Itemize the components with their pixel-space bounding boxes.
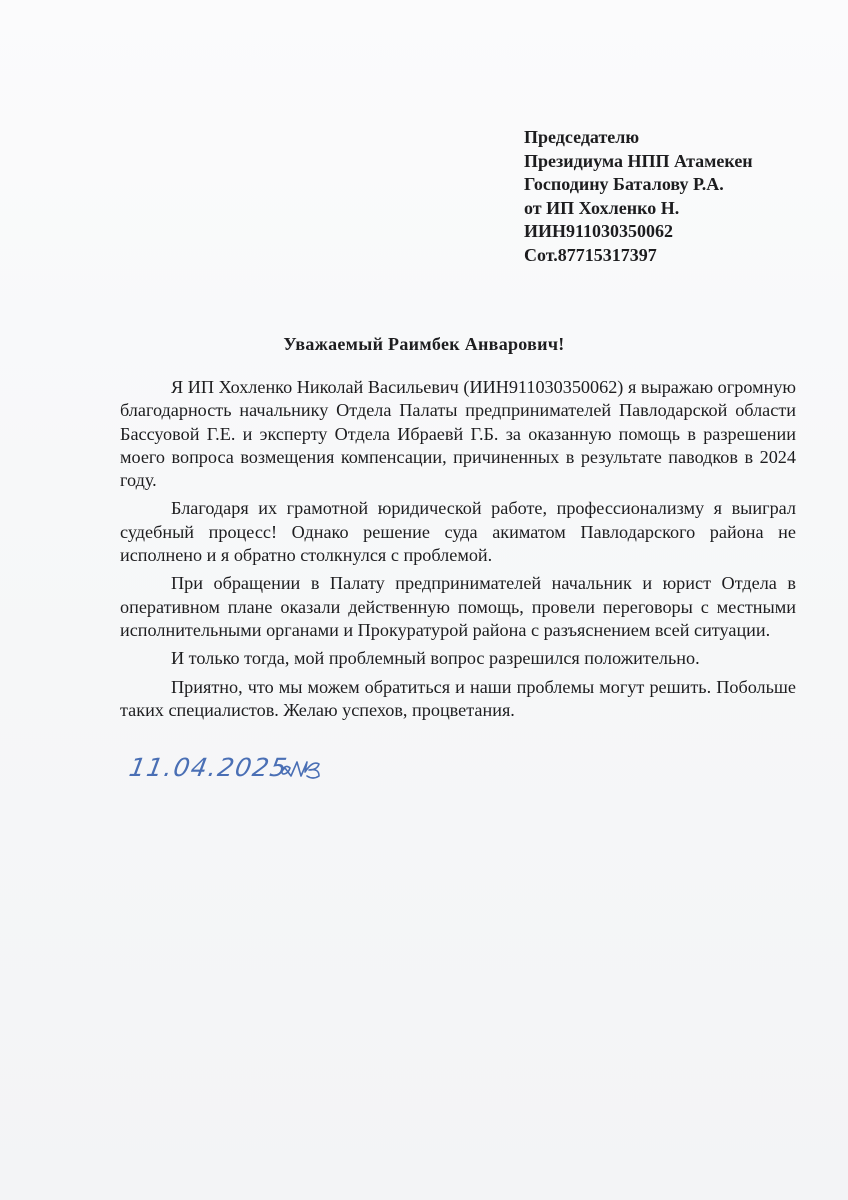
letter-body xyxy=(120,376,796,727)
addressee-line: Президиума НПП Атамекен xyxy=(524,150,753,171)
addressee-line: Сот.87715317397 xyxy=(524,244,657,265)
body-paragraph: Благодаря их грамотной юридической работе, профессионализму я выиграл судебный процесс! Однако решение суда акиматом Павлодарского района не исполнено и я обратно столкнулся с проблемой. xyxy=(120,498,796,566)
addressee-line: ИИН911030350062 xyxy=(524,221,674,241)
handwritten-date-signature xyxy=(120,742,360,790)
body-paragraph: Я ИП Хохленко Николай Васильевич (ИИН911030350062) я выражаю огромную благодарность начальнику Отдела Палаты предпринимателей Павлодарской области Бассуовой Г.Е. и эксперту Отдела Ибраевй Г.Б. за оказанную помощь в разрешении моего вопроса возмещения компенсации, причиненных в результате паводков в 2024 году. xyxy=(120,377,796,491)
handwritten-signature-drawing xyxy=(120,742,360,790)
body-paragraph: И только тогда, мой проблемный вопрос разрешился положительно. xyxy=(171,648,700,669)
body-paragraph: Приятно, что мы можем обратиться и наши проблемы могут решить. Побольше таких специалистов. Желаю успехов, процветания. xyxy=(120,676,796,720)
addressee-line: Председателю xyxy=(524,127,640,147)
addressee-block xyxy=(524,126,753,267)
salutation: Уважаемый Раимбек Анварович! xyxy=(283,334,565,354)
addressee-line: Господину Баталову Р.А. xyxy=(524,174,724,194)
body-paragraph: При обращении в Палату предпринимателей начальник и юрист Отдела в оперативном плане оказали действенную помощь, провели переговоры с местными исполнительными органами и Прокуратурой района с разъяснением всей ситуации. xyxy=(120,573,796,640)
handwritten-date: 11.04.2025 xyxy=(126,753,291,782)
addressee-line: от ИП Хохленко Н. xyxy=(524,197,680,218)
